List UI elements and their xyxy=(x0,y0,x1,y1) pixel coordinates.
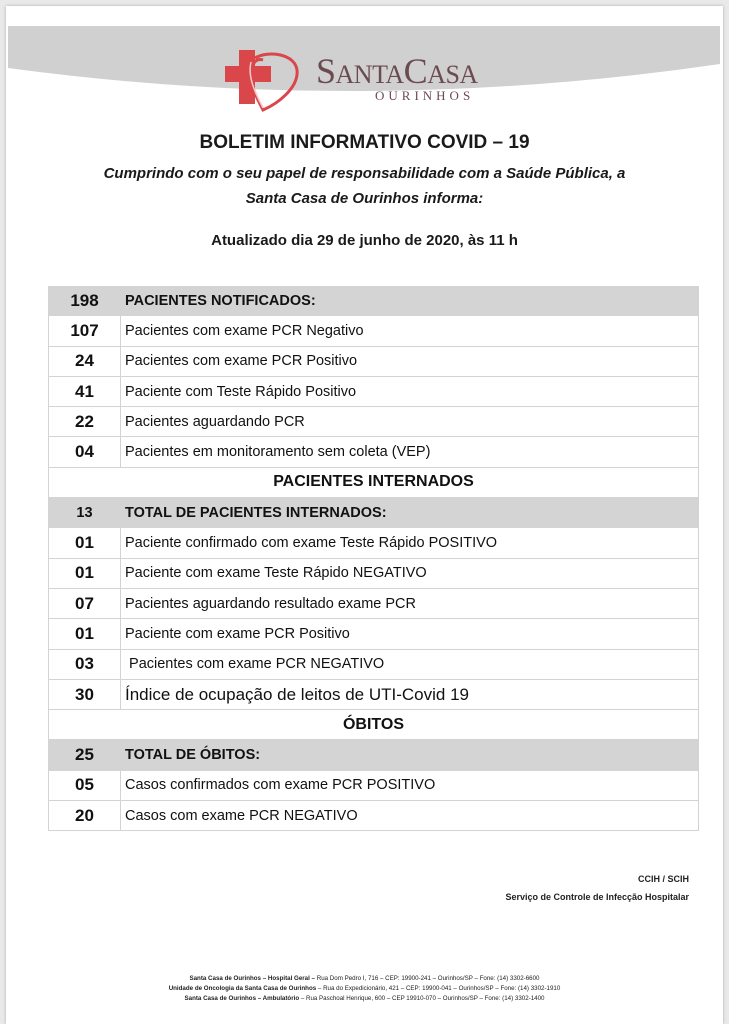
footer-unit-address: Rua Dom Pedro I, 716 – CEP: 19900-241 – Ourinhos/SP – Fone: (14) 3302-6600 xyxy=(315,975,540,982)
row-label: Paciente confirmado com exame Teste Rápido POSITIVO xyxy=(121,528,699,558)
table-row xyxy=(49,407,699,437)
santa-casa-logo xyxy=(223,48,523,112)
row-value: 20 xyxy=(49,801,121,831)
bulletin-title: BOLETIM INFORMATIVO COVID – 19 xyxy=(199,132,530,153)
bulletin-table xyxy=(48,286,699,831)
row-label: Paciente com exame PCR Positivo xyxy=(121,619,699,649)
row-label: Pacientes com exame PCR Negativo xyxy=(121,316,699,346)
table-row xyxy=(49,528,699,558)
table-row xyxy=(49,588,699,618)
table-row xyxy=(49,316,699,346)
notified-total-value: 198 xyxy=(49,286,121,316)
table-row-hospitalized-total xyxy=(49,498,699,528)
row-value: 41 xyxy=(49,376,121,406)
footer-unit-address: – Rua do Expedicionário, 421 – CEP: 19900-041 – Ourinhos/SP – Fone: (14) 3302-1910 xyxy=(316,985,561,992)
table-row-deaths-total xyxy=(49,740,699,770)
footer-unit-name: Unidade de Oncologia da Santa Casa de Ourinhos xyxy=(168,985,317,992)
table-row xyxy=(49,801,699,831)
row-label: Casos com exame PCR NEGATIVO xyxy=(121,801,699,831)
row-value: 24 xyxy=(49,346,121,376)
row-label: Casos confirmados com exame PCR POSITIVO xyxy=(121,770,699,800)
footer-unit-address: – Rua Paschoal Henrique, 600 – CEP 19910-070 – Ourinhos/SP – Fone: (14) 3302-1400 xyxy=(299,995,545,1002)
row-label: Índice de ocupação de leitos de UTI-Covid 19 xyxy=(121,679,699,709)
signature-department: CCIH / SCIH xyxy=(637,874,689,884)
footer-unit-name: Santa Casa de Ourinhos – Ambulatório xyxy=(184,995,300,1002)
footer-line xyxy=(6,974,723,984)
row-value: 05 xyxy=(49,770,121,800)
table-row xyxy=(49,558,699,588)
footer-line xyxy=(6,984,723,994)
header-banner xyxy=(8,26,720,103)
row-value: 04 xyxy=(49,437,121,467)
signature-service: Serviço de Controle de Infecção Hospitalar xyxy=(505,892,689,902)
footer-unit-name: Santa Casa de Ourinhos – Hospital Geral – xyxy=(189,975,315,982)
table-row xyxy=(49,619,699,649)
table-row-icu-occupancy xyxy=(49,679,699,709)
table-row xyxy=(49,376,699,406)
logo-subtitle: OURINHOS xyxy=(375,88,475,103)
footer-addresses xyxy=(6,974,723,1004)
section-header-hospitalized xyxy=(49,467,699,497)
section-header-deaths xyxy=(49,710,699,740)
row-label: Paciente com exame Teste Rápido NEGATIVO xyxy=(121,558,699,588)
row-value: 01 xyxy=(49,558,121,588)
footer-line xyxy=(6,994,723,1004)
row-value: 01 xyxy=(49,619,121,649)
cross-heart-icon xyxy=(223,48,313,112)
updated-date: Atualizado dia 29 de junho de 2020, às 11 h xyxy=(211,232,518,249)
subtitle-line-2: Santa Casa de Ourinhos informa: xyxy=(245,190,484,207)
row-label: Pacientes em monitoramento sem coleta (VEP) xyxy=(121,437,699,467)
document-page xyxy=(6,6,723,1024)
row-value: 01 xyxy=(49,528,121,558)
deaths-total-value: 25 xyxy=(49,740,121,770)
row-value: 107 xyxy=(49,316,121,346)
hospitalized-total-value: 13 xyxy=(49,498,121,528)
table-row xyxy=(49,437,699,467)
notified-total-label: PACIENTES NOTIFICADOS: xyxy=(121,286,699,316)
deaths-total-label: TOTAL DE ÓBITOS: xyxy=(121,740,699,770)
logo-name: SANTACASA xyxy=(316,51,478,91)
section-title: PACIENTES INTERNADOS xyxy=(49,467,699,497)
hospitalized-total-label: TOTAL DE PACIENTES INTERNADOS: xyxy=(121,498,699,528)
row-value: 30 xyxy=(49,679,121,709)
row-label: Pacientes com exame PCR NEGATIVO xyxy=(121,649,699,679)
row-value: 07 xyxy=(49,588,121,618)
row-label: Pacientes aguardando resultado exame PCR xyxy=(121,588,699,618)
row-label: Pacientes aguardando PCR xyxy=(121,407,699,437)
bulletin-subtitle xyxy=(6,161,723,211)
row-label: Paciente com Teste Rápido Positivo xyxy=(121,376,699,406)
table-row xyxy=(49,770,699,800)
table-row xyxy=(49,649,699,679)
table-row-notified-total xyxy=(49,286,699,316)
row-value: 03 xyxy=(49,649,121,679)
row-value: 22 xyxy=(49,407,121,437)
section-title: ÓBITOS xyxy=(49,710,699,740)
row-label: Pacientes com exame PCR Positivo xyxy=(121,346,699,376)
subtitle-line-1: Cumprindo com o seu papel de responsabilidade com a Saúde Pública, a xyxy=(103,165,626,182)
table-row xyxy=(49,346,699,376)
